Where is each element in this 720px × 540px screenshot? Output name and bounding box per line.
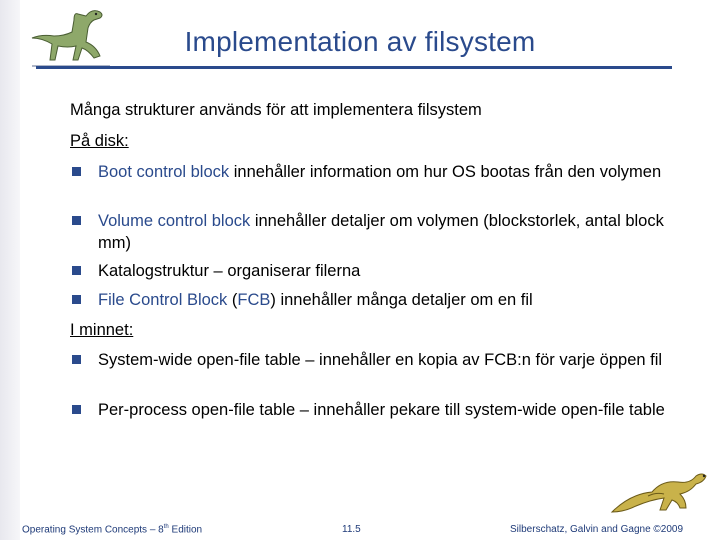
footer-page-number: 11.5: [342, 524, 361, 535]
bullet-square-icon: [72, 216, 81, 225]
bullet-text: System-wide open-file table – innehåller en kopia av FCB:n för varje öppen fil: [98, 351, 663, 369]
bullet-square-icon: [72, 355, 81, 364]
bullet-square-icon: [72, 405, 81, 414]
list-item: [70, 210, 700, 254]
list-item: [70, 399, 700, 421]
bullet-text: innehåller information om hur OS bootas från den volymen: [229, 163, 662, 181]
bullet-highlight: File Control Block: [98, 291, 228, 309]
list-item: [70, 260, 700, 282]
bullet-text: Per-process open-file table – innehåller pekare till system-wide open-file table: [98, 401, 665, 419]
bullet-text: ) innehåller många detaljer om en fil: [270, 291, 533, 309]
footer-copyright: Silberschatz, Galvin and Gagne ©2009: [510, 524, 684, 535]
footer-book-title: Operating System Concepts – 8th Edition: [22, 524, 203, 536]
left-decor-bar: [0, 0, 20, 540]
bullet-text: Katalogstruktur – organiserar filerna: [98, 262, 361, 280]
slide-title: Implementation av filsystem: [184, 26, 536, 57]
bullet-square-icon: [72, 266, 81, 275]
intro-text: Många strukturer används för att implementera filsystem: [70, 101, 482, 119]
bullet-square-icon: [72, 295, 81, 304]
dinosaur-icon: [26, 6, 112, 68]
bullet-square-icon: [72, 167, 81, 176]
list-item: [70, 289, 700, 311]
title-underline: [36, 66, 672, 69]
dinosaur-icon: [608, 462, 712, 522]
list-item: [70, 161, 700, 183]
bullet-text: innehåller detaljer om volymen (blockstorlek, antal block mm): [98, 212, 664, 252]
bullet-highlight: Boot control block: [98, 163, 230, 181]
bullet-text: (: [227, 291, 238, 309]
on-disk-label: På disk:: [70, 132, 129, 150]
bullet-highlight: Volume control block: [98, 212, 251, 230]
list-item: [70, 349, 700, 371]
bullet-highlight: FCB: [237, 291, 271, 309]
in-memory-label: I minnet:: [70, 321, 134, 339]
